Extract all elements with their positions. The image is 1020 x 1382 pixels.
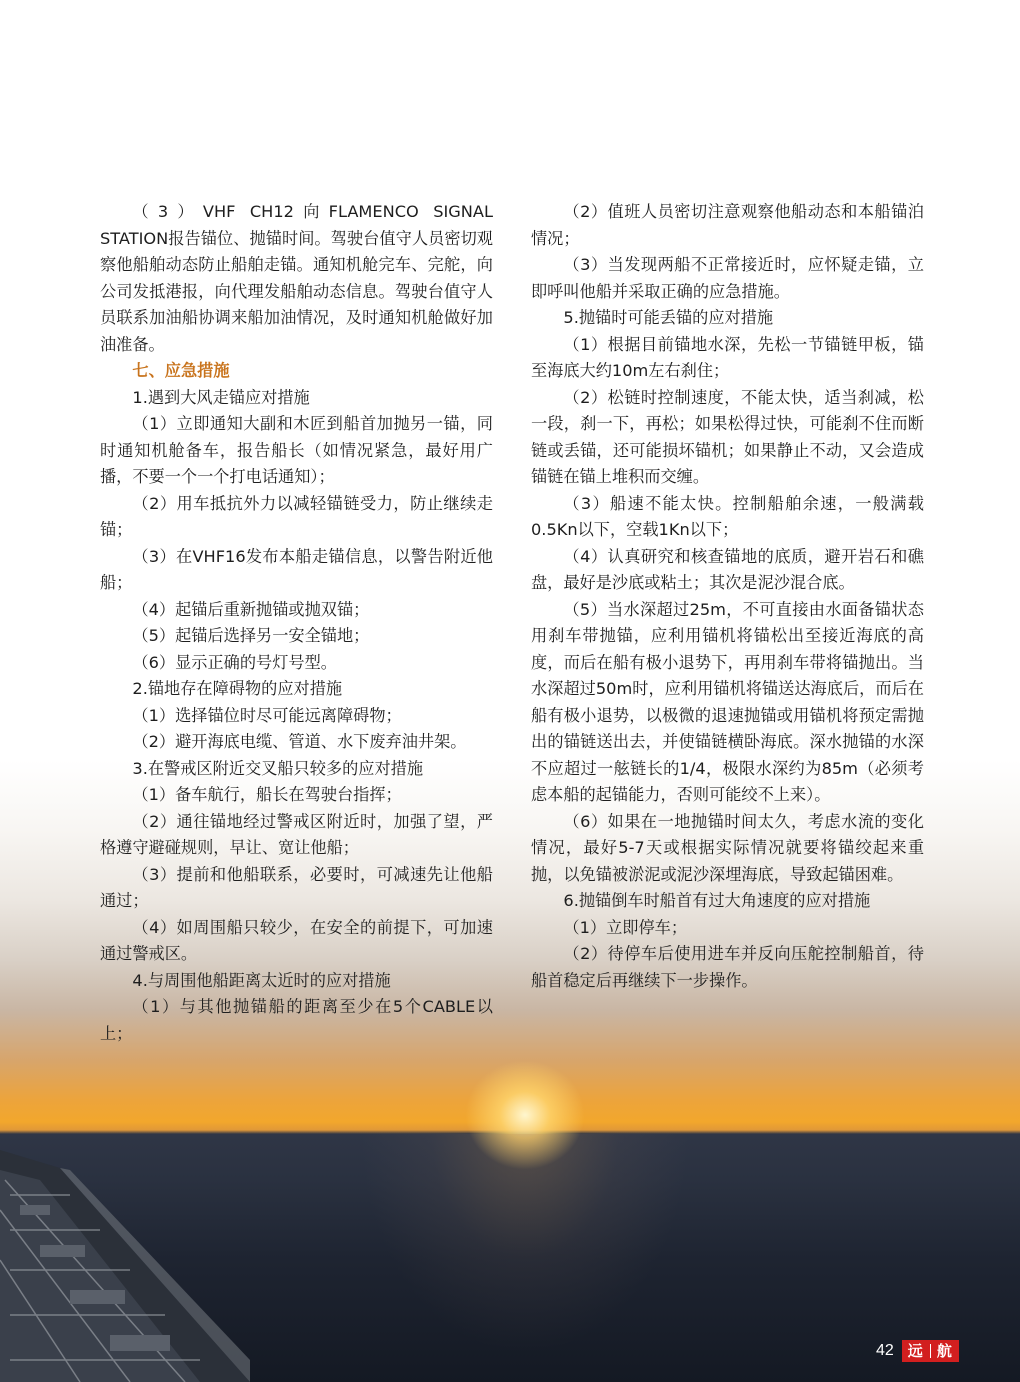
paragraph: （5）当水深超过25m，不可直接由水面备锚状态用刹车带抛锚，应利用锚机将锚松出至接近海底的高度，而后在船有极小退势下，再用刹车带将锚抛出。当水深超过50m时，应利用锚机将锚送达海底后，而后在船有极小退势，以极微的退速抛锚或用锚机将预定需抛出的锚链送出去，并使锚链横卧海底。深水抛锚的水深不应超过一舷链长的1/4，极限水深约为85m（必须考虑本船的起锚能力，否则可能绞不上来）。 [531,599,924,804]
paragraph: （3）VHF CH12向FLAMENCO SIGNAL STATION报告锚位、抛锚时间。驾驶台值守人员密切观察他船舶动态防止船舶走锚。通知机舱完车、完舵，向公司发抵港报，向代理发船舶动态信息。驾驶台值守人员联系加油船协调来船加油情况，及时通知机舱做好加油准备。 [100,202,493,354]
magazine-logo [902,1340,959,1362]
paragraph: （6）如果在一地抛锚时间太久，考虑水流的变化情况，最好5-7天或根据实际情况就要将锚绞起来重抛，以免锚被淤泥或泥沙深埋海底，导致起锚困难。 [531,811,924,884]
paragraph: （4）认真研究和核查锚地的底质，避开岩石和礁盘，最好是沙底或粘土；其次是泥沙混合底。 [531,546,924,592]
paragraph: （5）起锚后选择另一安全锚地； [132,626,370,645]
paragraph: （4）起锚后重新抛锚或抛双锚； [132,599,370,619]
paragraph: 3.在警戒区附近交叉船只较多的应对措施 [132,758,424,778]
logo-char-right: 航 [936,1342,953,1360]
paragraph: （2）待停车后使用进车并反向压舵控制船首，待船首稳定后再继续下一步操作。 [531,944,924,990]
logo-divider [930,1344,931,1358]
right-text-column [531,199,924,994]
paragraph: 2.锚地存在障碍物的应对措施 [132,679,343,698]
paragraph: （4）如周围船只较少，在安全的前提下，可加速通过警戒区。 [100,917,493,963]
paragraph: （1）备车航行，船长在驾驶台指挥； [132,785,402,804]
paragraph: （1）立即通知大副和木匠到船首加抛另一锚，同时通知机舱备车，报告船长（如情况紧急，最好用广播，不要一个一个打电话通知）； [100,414,493,486]
paragraph: （1）与其他抛锚船的距离至少在5个CABLE以上； [100,997,493,1043]
paragraph: 4.与周围他船距离太近时的应对措施 [132,970,391,990]
page-footer [876,1339,959,1363]
paragraph: （1）选择锚位时尽可能远离障碍物； [132,705,402,725]
paragraph: （3）提前和他船联系，必要时，可减速先让他船通过； [100,864,493,910]
paragraph: （1）根据目前锚地水深，先松一节锚链甲板，锚至海底大约10m左右刹住； [531,334,924,380]
paragraph: （2）值班人员密切注意观察他船动态和本船锚泊情况； [531,202,924,248]
paragraph: （2）松链时控制速度，不能太快，适当刹减，松一段，刹一下，再松；如果松得过快，可能刹不住而断链或丢锚，还可能损坏锚机；如果静止不动，又会造成锚链在锚上堆积而交缠。 [531,387,924,486]
paragraph: （3）当发现两船不正常接近时，应怀疑走锚，立即呼叫他船并采取正确的应急措施。 [531,255,924,301]
paragraph: （3）在VHF16发布本船走锚信息，以警告附近他船； [100,546,493,592]
tanker-deck-image [0,1150,250,1382]
paragraph: （1）立即停车； [563,917,688,937]
page-number: 42 [876,1342,894,1359]
section-heading: 七、应急措施 [132,361,230,380]
paragraph: 5.抛锚时可能丢锚的应对措施 [563,308,774,327]
logo-char-left: 远 [907,1342,924,1360]
paragraph: 6.抛锚倒车时船首有过大角速度的应对措施 [563,891,871,910]
paragraph: （2）通往锚地经过警戒区附近时，加强了望，严格遵守避碰规则，早让、宽让他船； [100,811,493,857]
left-text-column [100,199,493,1047]
paragraph: （6）显示正确的号灯号型。 [132,652,337,672]
paragraph: （2）用车抵抗外力以减轻锚链受力，防止继续走锚； [100,493,493,539]
paragraph: 1.遇到大风走锚应对措施 [132,387,310,407]
paragraph: （3）船速不能太快。控制船舶余速，一般满载0.5Kn以下，空载1Kn以下； [531,493,924,539]
sea-reflection [360,1134,690,1354]
paragraph: （2）避开海底电缆、管道、水下废弃油井架。 [132,732,467,751]
